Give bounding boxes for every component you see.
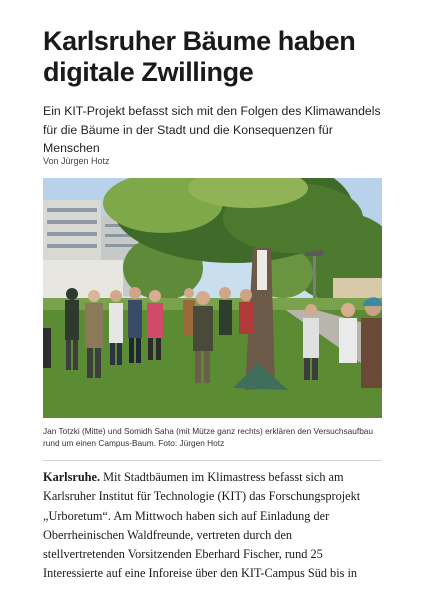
headline [43,26,403,88]
caption-line-2: rund um einen Campus-Baum. Foto: Jürgen Hotz [43,438,225,448]
divider [43,460,382,461]
body-line-3: „Urboretum“. Am Mittwoch haben sich auf Einladung der [43,508,330,523]
headline-line-1: Karlsruher Bäume haben [43,26,356,56]
author-byline: Von Jürgen Hotz [43,156,110,166]
dateline: Karlsruhe. [43,470,101,484]
body-line-4: Oberrheinischen Waldfreunde, vertreten durch den [43,527,293,542]
photo-illustration [43,178,382,418]
body-line-1: Mit Stadtbäumen im Klimastress befasst sich am [100,470,344,484]
photo-caption [43,425,388,449]
teaser: Ein KIT-Projekt befasst sich mit den Folgen des Klimawandels für die Bäume in der Stadt und die Konsequenzen für Menschen [43,104,381,155]
body-line-5: stellvertretenden Vorsitzenden Eberhard Fischer, rund 25 [43,547,323,562]
body-line-6: Interessierte auf eine Inforeise über den KIT-Campus Süd bis in [43,566,358,581]
article-body [43,468,385,584]
article-photo [43,178,382,418]
headline-line-2: digitale Zwillinge [43,57,254,87]
caption-line-1: Jan Totzki (Mitte) und Somidh Saha (mit Mütze ganz rechts) erklären den Versuchsaufbau [43,426,374,436]
body-line-2: Karlsruher Institut für Technologie (KIT) das Forschungsprojekt [43,489,361,504]
